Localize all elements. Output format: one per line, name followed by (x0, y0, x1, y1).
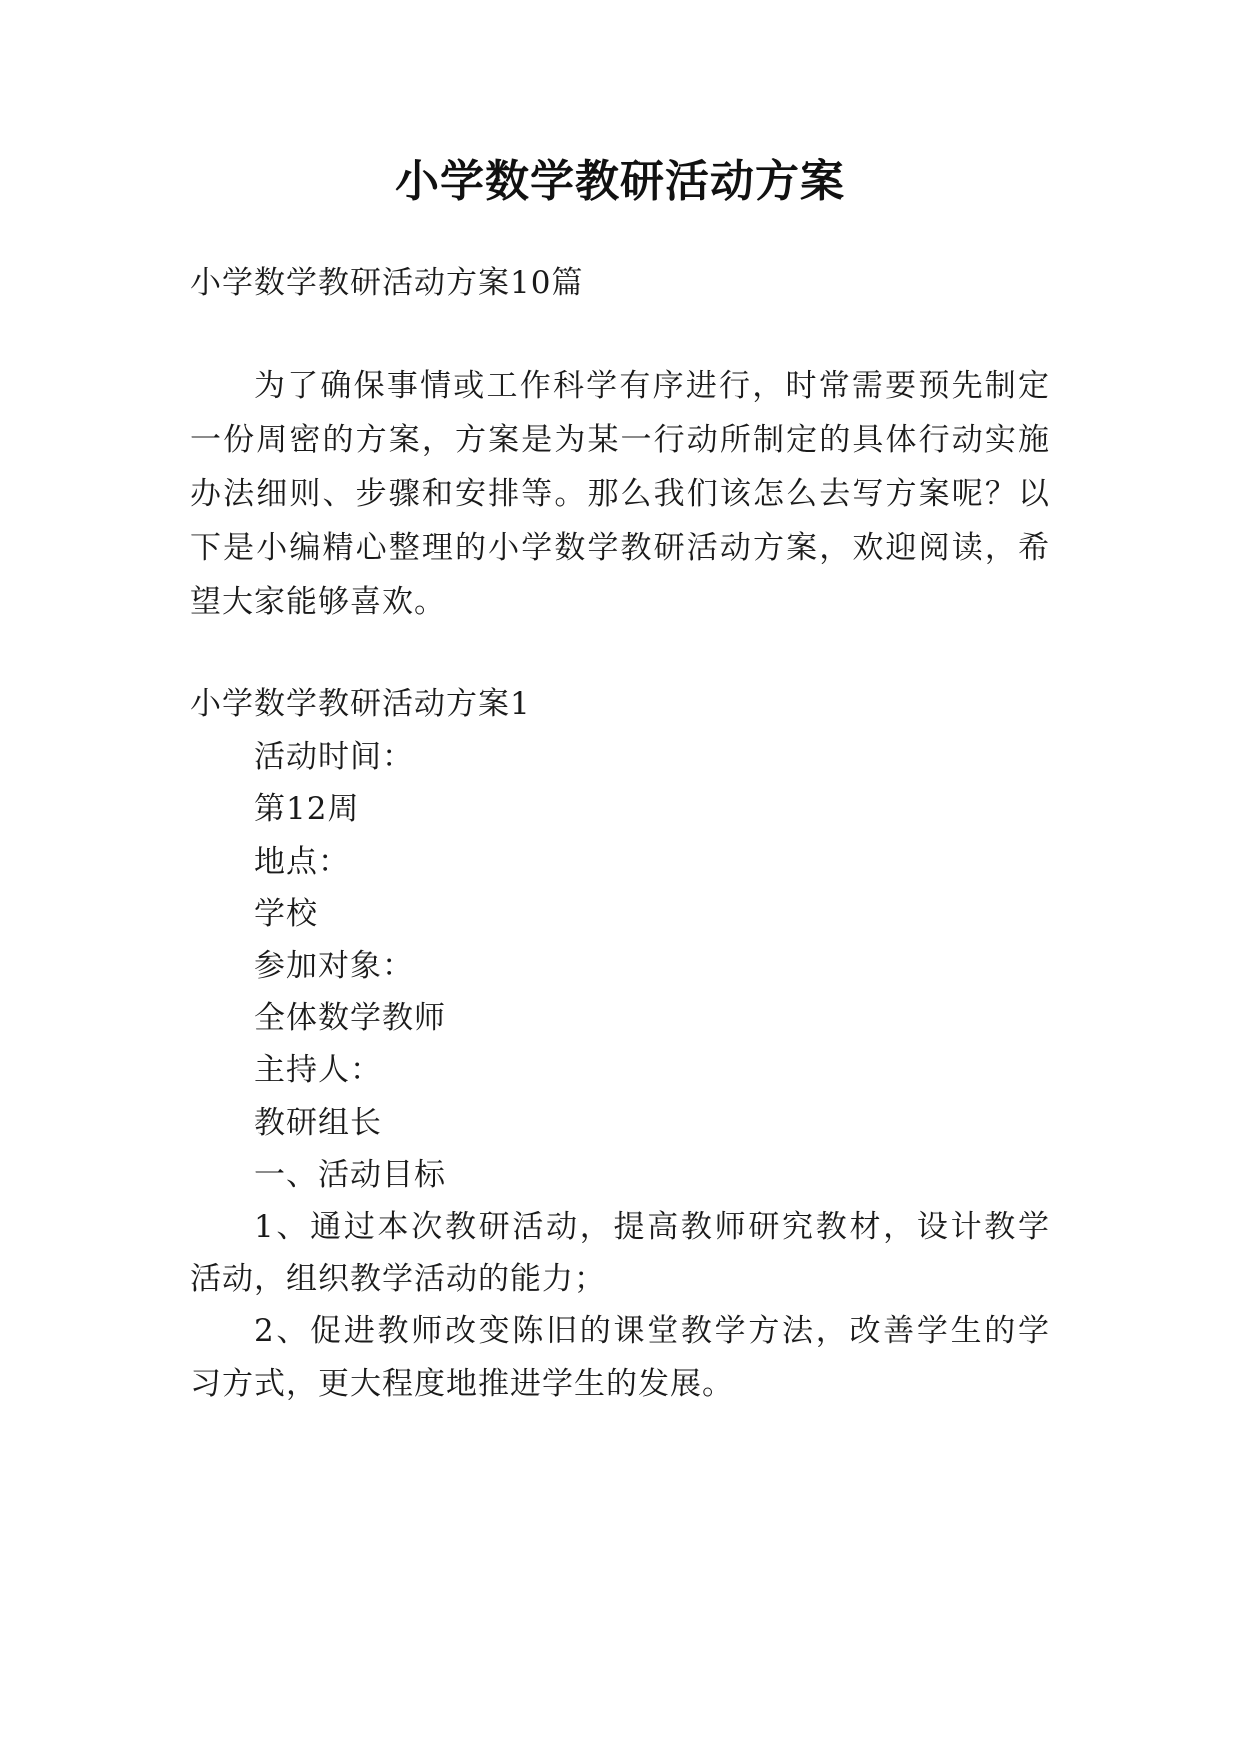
goal-2-line-1: 2、促进教师改变陈旧的课堂教学方法，改善学生的学 (254, 1313, 1050, 1349)
host-value: 教研组长 (254, 1105, 382, 1141)
goals-heading: 一、活动目标 (254, 1157, 446, 1193)
intro-line-2: 一份周密的方案，方案是为某一行动所制定的具体行动实施 (190, 422, 1050, 458)
goal-1-line-2: 活动，组织教学活动的能力； (190, 1261, 606, 1297)
section-heading: 小学数学教研活动方案1 (190, 686, 531, 722)
document-title: 小学数学教研活动方案 (395, 156, 845, 207)
intro-line-1: 为了确保事情或工作科学有序进行，时常需要预先制定 (254, 368, 1050, 404)
intro-line-3: 办法细则、步骤和安排等。那么我们该怎么去写方案呢？以 (190, 476, 1050, 512)
participants-label: 参加对象： (254, 948, 414, 984)
document-subtitle: 小学数学教研活动方案10篇 (190, 265, 584, 301)
activity-time-value: 第12周 (254, 791, 360, 827)
activity-time-label: 活动时间： (254, 739, 414, 775)
place-value: 学校 (254, 896, 318, 932)
goal-2-line-2: 习方式，更大程度地推进学生的发展。 (190, 1366, 734, 1402)
place-label: 地点： (254, 844, 350, 880)
intro-line-4: 下是小编精心整理的小学数学教研活动方案，欢迎阅读，希 (190, 530, 1050, 566)
participants-value: 全体数学教师 (254, 1000, 446, 1036)
host-label: 主持人： (254, 1052, 382, 1088)
intro-line-5: 望大家能够喜欢。 (190, 584, 446, 620)
goal-1-line-1: 1、通过本次教研活动，提高教师研究教材，设计教学 (254, 1209, 1050, 1245)
